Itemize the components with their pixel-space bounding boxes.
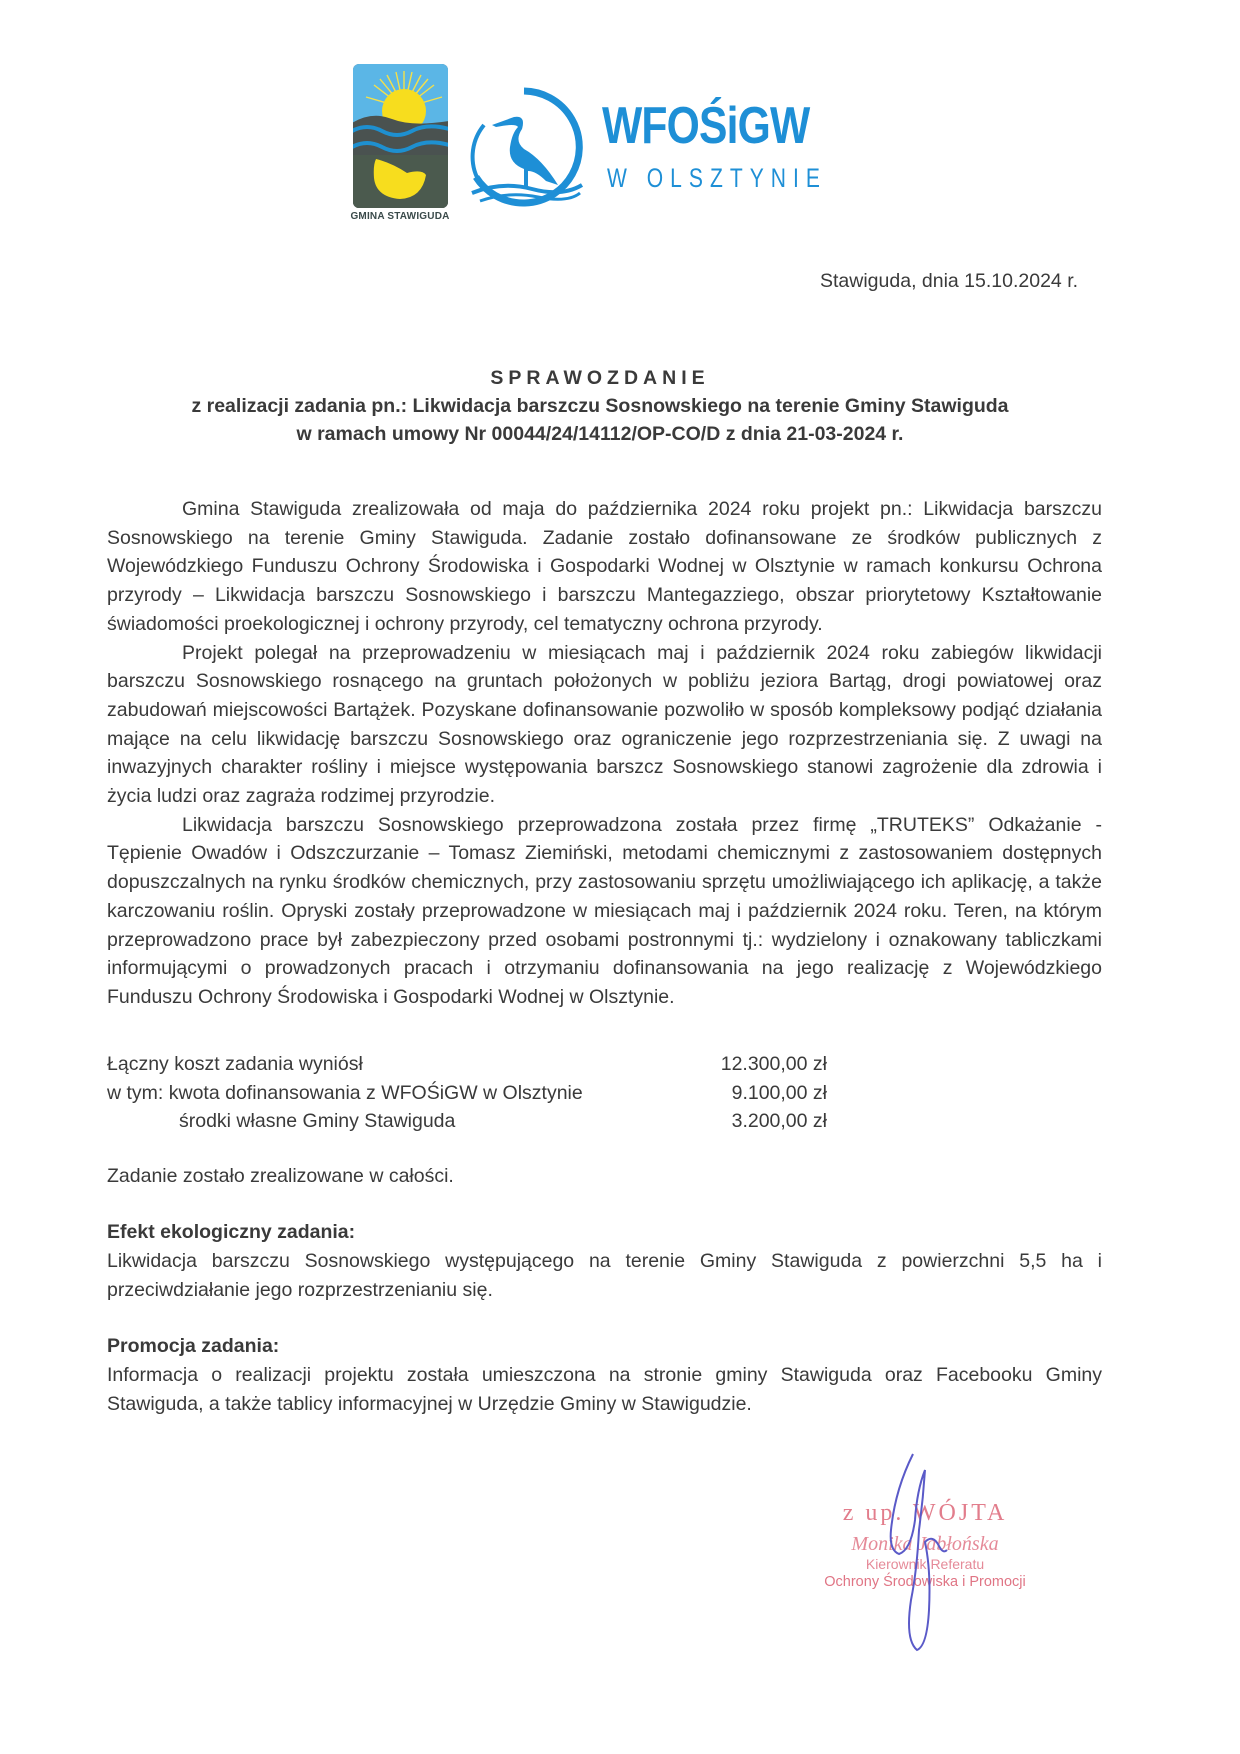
- cost-label: w tym: kwota dofinansowania z WFOŚiGW w Olsztynie: [107, 1081, 583, 1104]
- handwritten-signature: [855, 1450, 975, 1670]
- promotion-text: Informacja o realizacji projektu została umieszczona na stronie gminy Stawiguda oraz Facebooku Gminy Stawiguda, a także tablicy informacyjnej w Urzędzie Gminy w Stawigudzie.: [107, 1364, 1102, 1415]
- crest-icon: [352, 63, 449, 209]
- wfosigw-logo: [462, 85, 587, 210]
- title-agreement: w ramach umowy Nr 00044/24/14112/OP-CO/D z dnia 21-03-2024 r.: [296, 423, 904, 445]
- cost-row-total: [107, 1050, 827, 1079]
- stamp-authority: z up. WÓJTA: [842, 1500, 1008, 1526]
- document-title: [100, 364, 1100, 448]
- stamp-department: Ochrony Środowiska i Promocji: [824, 1574, 1026, 1590]
- promotion-heading: Promocja zadania:: [107, 1335, 280, 1357]
- cost-row-grant: [107, 1079, 827, 1108]
- gmina-stawiguda-crest: [352, 63, 449, 209]
- stamp-role: Kierownik Referatu: [865, 1556, 985, 1572]
- report-body: [107, 495, 1102, 1012]
- fund-city: W OLSZTYNIE: [607, 163, 827, 193]
- title-subject: z realizacji zadania pn.: Likwidacja barszczu Sosnowskiego na terenie Gminy Stawiguda: [191, 395, 1009, 417]
- fund-name: WFOŚiGW: [602, 97, 810, 155]
- paragraph: Projekt polegał na przeprowadzeniu w miesiącach maj i październik 2024 roku zabiegów likwidacji barszczu Sosnowskiego rosnącego na gruntach położonych w pobliżu jeziora Bartąg, drogi powiatowej oraz zabudowań miejscowości Bartążek. Pozyskane dofinansowanie pozwoliło w sposób kompleksowy podjąć działania mające na celu likwidację barszczu Sosnowskiego oraz ograniczenie jego rozprzestrzeniania się. Z uwagi na inwazyjnych charakter rośliny i miejsce występowania barszcz Sosnowskiego stanowi zagrożenie dla zdrowia i życia ludzi oraz zagraża rodzimej przyrodzie.: [107, 641, 1102, 808]
- cost-amount: 12.300,00 zł: [720, 1053, 827, 1075]
- crest-caption: GMINA STAWIGUDA: [350, 211, 450, 222]
- cost-summary: [107, 1050, 827, 1136]
- heron-icon: [462, 85, 587, 210]
- cost-label: Łączny koszt zadania wyniósł: [107, 1053, 363, 1075]
- effect-text: Likwidacja barszczu Sosnowskiego występującego na terenie Gminy Stawiguda z powierzchni 5,5 ha i przeciwdziałanie jego rozprzestrzenianiu się.: [107, 1250, 1102, 1301]
- cost-row-own-funds: [107, 1107, 827, 1136]
- cost-amount: 9.100,00 zł: [731, 1081, 827, 1104]
- stamp-name: Monika Jabłońska: [851, 1533, 999, 1555]
- cost-amount: 3.200,00 zł: [731, 1110, 827, 1133]
- date-line: Stawiguda, dnia 15.10.2024 r.: [820, 270, 1079, 292]
- title-main: SPRAWOZDANIE: [490, 367, 710, 389]
- signature-icon: [855, 1450, 975, 1670]
- paragraph: Gmina Stawiguda zrealizowała od maja do października 2024 roku projekt pn.: Likwidacja barszczu Sosnowskiego na terenie Gminy Stawiguda. Zadanie zostało dofinansowane ze środków publicznych z Wojewódzkiego Funduszu Ochrony Środowiska i Gospodarki Wodnej w Olsztynie w ramach konkursu Ochrona przyrody – Likwidacja barszczu Sosnowskiego i barszczu Mantegazziego, obszar priorytetowy Kształtowanie świadomości proekologicznej i ochrony przyrody, cel tematyczny ochrona przyrody.: [107, 498, 1102, 635]
- cost-label: środki własne Gminy Stawiguda: [179, 1110, 456, 1133]
- paragraph: Likwidacja barszczu Sosnowskiego przeprowadzona została przez firmę „TRUTEKS” Odkażanie - Tępienie Owadów i Odszczurzanie – Tomasz Ziemiński, metodami chemicznymi z zastosowaniem dostępnych dopuszczalnych na rynku środków chemicznych, przy zastosowaniu sprzętu umożliwiającego ich aplikację, a także karczowaniu roślin. Opryski zostały przeprowadzone w miesiącach maj i październik 2024 roku. Teren, na którym przeprowadzono prace był zabezpieczony przed osobami postronnymi tj.: wydzielony i oznakowany tabliczkami informującymi o prowadzonych pracach i otrzymaniu dofinansowania na jego realizację z Wojewódzkiego Funduszu Ochrony Środowiska i Gospodarki Wodnej w Olsztynie.: [107, 813, 1102, 1008]
- completion-statement: Zadanie zostało zrealizowane w całości.: [107, 1165, 454, 1187]
- effect-heading: Efekt ekologiczny zadania:: [107, 1221, 356, 1243]
